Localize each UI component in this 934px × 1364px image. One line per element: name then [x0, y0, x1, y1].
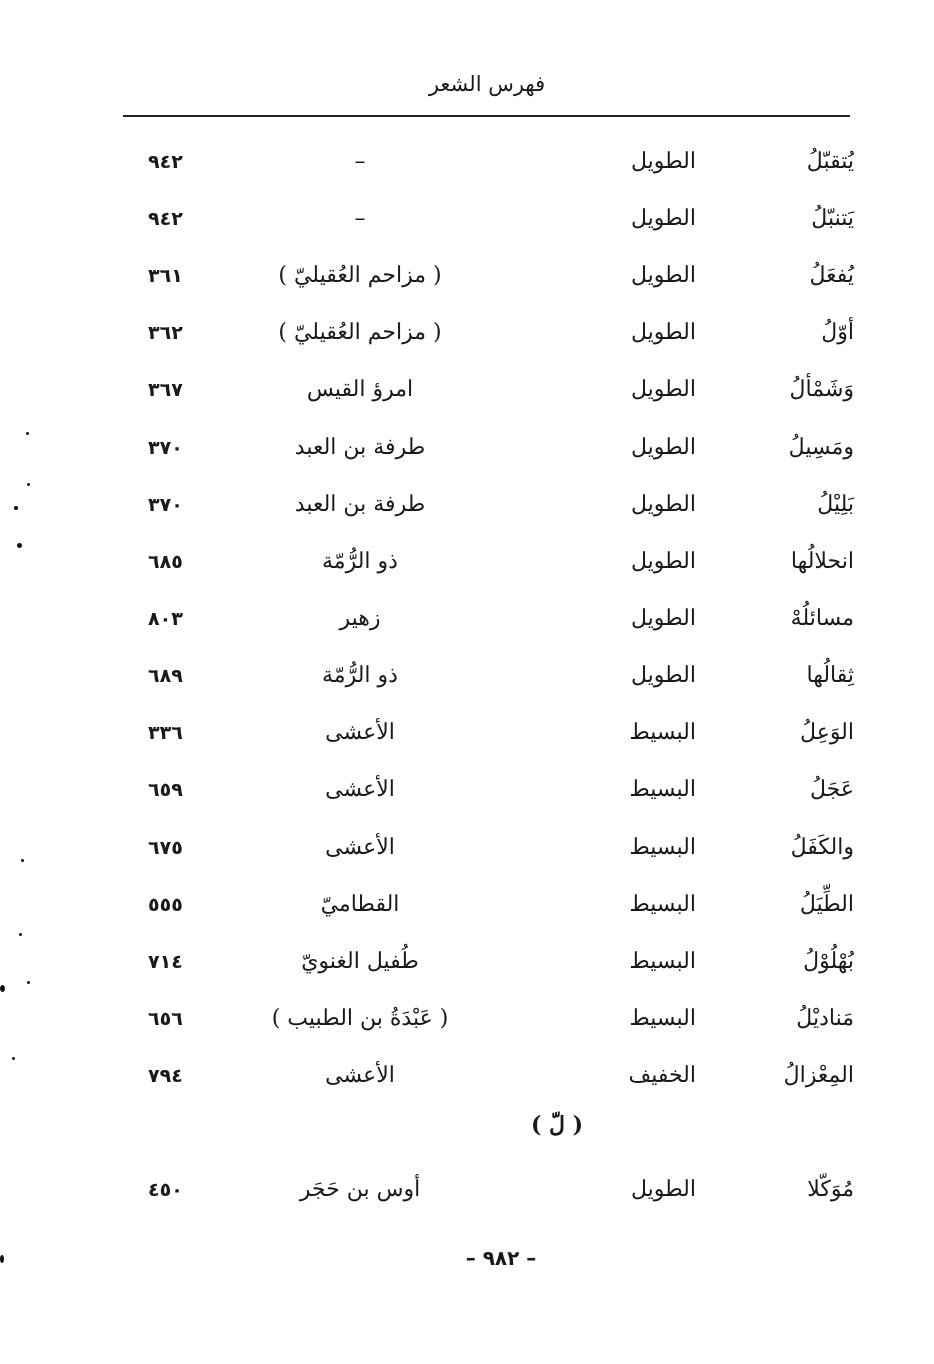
meter: البسيط [629, 835, 696, 860]
scan-speck [0, 985, 5, 992]
rhyme-word: ثِقالُها [806, 663, 854, 688]
poet: – [354, 206, 366, 231]
meter: الطويل [630, 377, 696, 402]
poet: ذو الرُّمّة [322, 663, 398, 688]
scan-speck [19, 933, 22, 936]
page-ref: ٣٦٢ [148, 322, 183, 344]
page-ref: ٧٩٤ [148, 1065, 183, 1087]
page-ref: ٦٨٩ [148, 665, 183, 687]
table-row [0, 142, 934, 182]
rhyme-word: الوَعِلُ [800, 720, 854, 745]
rhyme-word: بَلِيْلُ [817, 492, 854, 517]
page-ref: ٩٤٢ [148, 151, 183, 173]
scan-speck [12, 1057, 15, 1060]
poet: ( مزاحم العُقيليّ ) [278, 320, 442, 345]
scan-speck [0, 1255, 4, 1263]
poet: الأعشى [325, 1063, 395, 1088]
page-ref: ٦٨٥ [148, 551, 183, 573]
scan-speck [21, 859, 24, 862]
poet: طرفة بن العبد [294, 435, 426, 460]
meter: الطويل [630, 320, 696, 345]
poet: الأعشى [325, 777, 395, 802]
rhyme-word: وَشَمْألُ [789, 377, 854, 402]
page-ref: ٤٥٠ [148, 1179, 183, 1201]
meter: الطويل [630, 492, 696, 517]
poet: أوس بن حَجَر [299, 1177, 421, 1202]
meter: البسيط [629, 1006, 696, 1031]
page-ref: ٣٦١ [148, 265, 183, 287]
table-row [0, 770, 934, 810]
poet: ( عَبْدَةُ بن الطبيب ) [271, 1006, 449, 1031]
table-row [0, 428, 934, 468]
poet: طُفيل الغنويّ [301, 949, 419, 974]
table-row [0, 542, 934, 582]
rhyme-word: يُفعَلُ [809, 263, 854, 288]
meter: البسيط [629, 777, 696, 802]
rhyme-word: مَناديْلُ [796, 1006, 854, 1031]
page-ref: ٩٤٢ [148, 208, 183, 230]
table-row [0, 599, 934, 639]
table-row [0, 885, 934, 925]
rhyme-word: مُوَكّلا [807, 1177, 854, 1202]
rhyme-word: المِعْزالُ [783, 1063, 854, 1088]
rhyme-word: عَجَلُ [810, 777, 854, 802]
poet: ذو الرُّمّة [322, 549, 398, 574]
meter: الطويل [630, 549, 696, 574]
table-row [0, 370, 934, 410]
poet: الأعشى [325, 720, 395, 745]
meter: الطويل [630, 663, 696, 688]
table-row [0, 828, 934, 868]
rhyme-word: مسائلُهْ [790, 606, 854, 631]
meter: الطويل [630, 149, 696, 174]
rhyme-word: انحلالُها [790, 549, 854, 574]
table-row [0, 713, 934, 753]
poet: الأعشى [325, 835, 395, 860]
poet: القطاميّ [320, 892, 400, 917]
rhyme-word: الطِّيَلُ [799, 892, 854, 917]
meter: الطويل [630, 206, 696, 231]
table-row [0, 1056, 934, 1096]
page-ref: ٨٠٣ [148, 608, 183, 630]
scan-speck [27, 483, 30, 486]
table-row [0, 485, 934, 525]
meter: الخفيف [628, 1063, 696, 1088]
table-row [0, 999, 934, 1039]
rhyme-word: أوّلُ [821, 320, 854, 345]
poet: – [354, 149, 366, 174]
meter: الطويل [630, 435, 696, 460]
scan-speck [17, 543, 22, 548]
rhyme-word: يَتنبّلُ [811, 206, 854, 231]
table-row [0, 313, 934, 353]
meter: الطويل [630, 263, 696, 288]
meter: البسيط [629, 720, 696, 745]
meter: البسيط [629, 949, 696, 974]
table-row [0, 656, 934, 696]
page-ref: ٥٥٥ [148, 894, 183, 916]
table-row [0, 942, 934, 982]
scan-speck [14, 506, 18, 510]
page-ref: ٧١٤ [148, 951, 183, 973]
poet: زهير [339, 606, 381, 631]
rhyme-word: يُتقبّلُ [806, 149, 854, 174]
poet: امرؤ القيس [306, 377, 414, 402]
table-row [0, 256, 934, 296]
page-ref: ٣٧٠ [148, 494, 183, 516]
rhyme-word: بُهْلُوْلُ [803, 949, 854, 974]
poet: طرفة بن العبد [294, 492, 426, 517]
page-ref: ٦٥٦ [148, 1008, 183, 1030]
scan-speck [26, 432, 29, 435]
meter: البسيط [629, 892, 696, 917]
scan-speck [27, 981, 30, 984]
page-header-title: فهرس الشعر [428, 72, 546, 96]
section-letter-heading: ( لّ ) [530, 1112, 584, 1138]
page-ref: ٣٣٦ [148, 722, 183, 744]
poet: ( مزاحم العُقيليّ ) [278, 263, 442, 288]
page-ref: ٣٧٠ [148, 437, 183, 459]
rhyme-word: والكَفَلُ [790, 835, 854, 860]
meter: الطويل [630, 606, 696, 631]
meter: الطويل [630, 1177, 696, 1202]
rhyme-word: ومَسِيلُ [788, 435, 854, 460]
page-ref: ٦٧٥ [148, 837, 183, 859]
page-ref: ٦٥٩ [148, 779, 183, 801]
page-number: – ٩٨٢ – [465, 1246, 537, 1270]
table-row [0, 1170, 934, 1210]
table-row [0, 199, 934, 239]
page-ref: ٣٦٧ [148, 379, 183, 401]
